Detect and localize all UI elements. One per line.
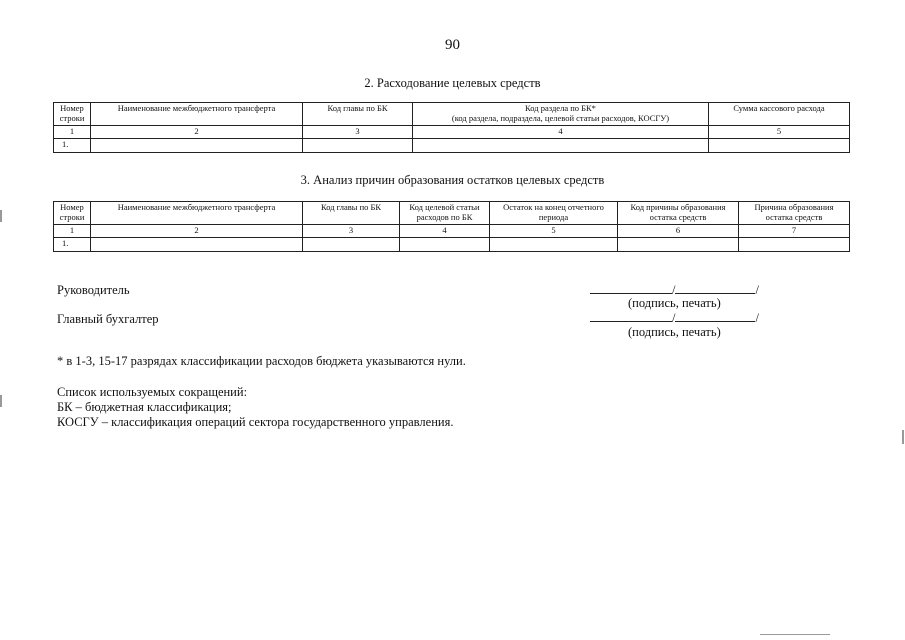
row-label: 1.	[54, 138, 91, 152]
column-number: 7	[739, 224, 850, 237]
table-cell	[91, 138, 303, 152]
scan-edge-mark	[760, 634, 830, 635]
header-row-number: Номер строки	[54, 103, 91, 126]
column-number: 5	[709, 125, 850, 138]
signature-blank	[590, 281, 672, 294]
page-number: 90	[445, 37, 460, 53]
header-cash-expense: Сумма кассового расхода	[709, 103, 850, 126]
name-blank	[675, 281, 755, 294]
header-row-number: Номер строки	[54, 202, 91, 225]
head-signature-label: Руководитель	[57, 283, 130, 297]
header-reason: Причина образования остатка средств	[739, 202, 850, 225]
row-label: 1.	[54, 237, 91, 251]
table-cell	[739, 237, 850, 251]
table2-title: 3. Анализ причин образования остатков целевых средств	[300, 173, 605, 187]
head-signature-caption: (подпись, печать)	[628, 296, 721, 310]
column-number: 1	[54, 224, 91, 237]
table-header-row	[54, 103, 850, 126]
header-chapter-code: Код главы по БК	[303, 202, 400, 225]
header-reason-code: Код причины образования остатка средств	[618, 202, 739, 225]
column-number: 5	[490, 224, 618, 237]
signature-separator: /	[755, 311, 759, 325]
expenditure-table	[53, 102, 850, 153]
abbreviation-item: БК – бюджетная классификация;	[57, 400, 232, 414]
name-blank	[675, 309, 755, 322]
header-transfer-name: Наименование межбюджетного трансферта	[91, 202, 303, 225]
table-cell	[413, 138, 709, 152]
signature-separator: /	[672, 311, 676, 325]
table-cell	[400, 237, 490, 251]
table-cell	[709, 138, 850, 152]
scan-edge-mark	[902, 430, 904, 444]
signature-separator: /	[755, 283, 759, 297]
column-number: 2	[91, 125, 303, 138]
table-cell	[303, 138, 413, 152]
header-period-balance: Остаток на конец отчетного периода	[490, 202, 618, 225]
header-target-article-code: Код целевой статьи расходов по БК	[400, 202, 490, 225]
table-cell	[618, 237, 739, 251]
signature-blank	[590, 309, 672, 322]
column-number: 2	[91, 224, 303, 237]
scan-edge-mark	[0, 395, 2, 407]
footnote: * в 1-3, 15-17 разрядах классификации расходов бюджета указываются нули.	[57, 354, 466, 368]
abbreviation-item: КОСГУ – классификация операций сектора государственного управления.	[57, 415, 454, 429]
column-number: 6	[618, 224, 739, 237]
accountant-signature-line	[590, 309, 759, 326]
header-transfer-name: Наименование межбюджетного трансферта	[91, 103, 303, 126]
column-number: 3	[303, 125, 413, 138]
column-number: 3	[303, 224, 400, 237]
balance-analysis-table	[53, 201, 850, 252]
table-cell	[490, 237, 618, 251]
table-cell	[91, 237, 303, 251]
scan-edge-mark	[0, 210, 2, 222]
table-header-row	[54, 202, 850, 225]
table-number-row	[54, 125, 850, 138]
column-number: 4	[400, 224, 490, 237]
header-section-code: Код раздела по БК* (код раздела, подраздела, целевой статьи расходов, КОСГУ)	[413, 103, 709, 126]
abbreviations-title: Список используемых сокращений:	[57, 385, 248, 399]
accountant-signature-label: Главный бухгалтер	[57, 312, 159, 326]
table-row	[54, 138, 850, 152]
table-row	[54, 237, 850, 251]
table1-title: 2. Расходование целевых средств	[364, 76, 541, 90]
header-chapter-code: Код главы по БК	[303, 103, 413, 126]
column-number: 4	[413, 125, 709, 138]
accountant-signature-caption: (подпись, печать)	[628, 325, 721, 339]
column-number: 1	[54, 125, 91, 138]
signature-separator: /	[672, 283, 676, 297]
table-cell	[303, 237, 400, 251]
table-number-row	[54, 224, 850, 237]
